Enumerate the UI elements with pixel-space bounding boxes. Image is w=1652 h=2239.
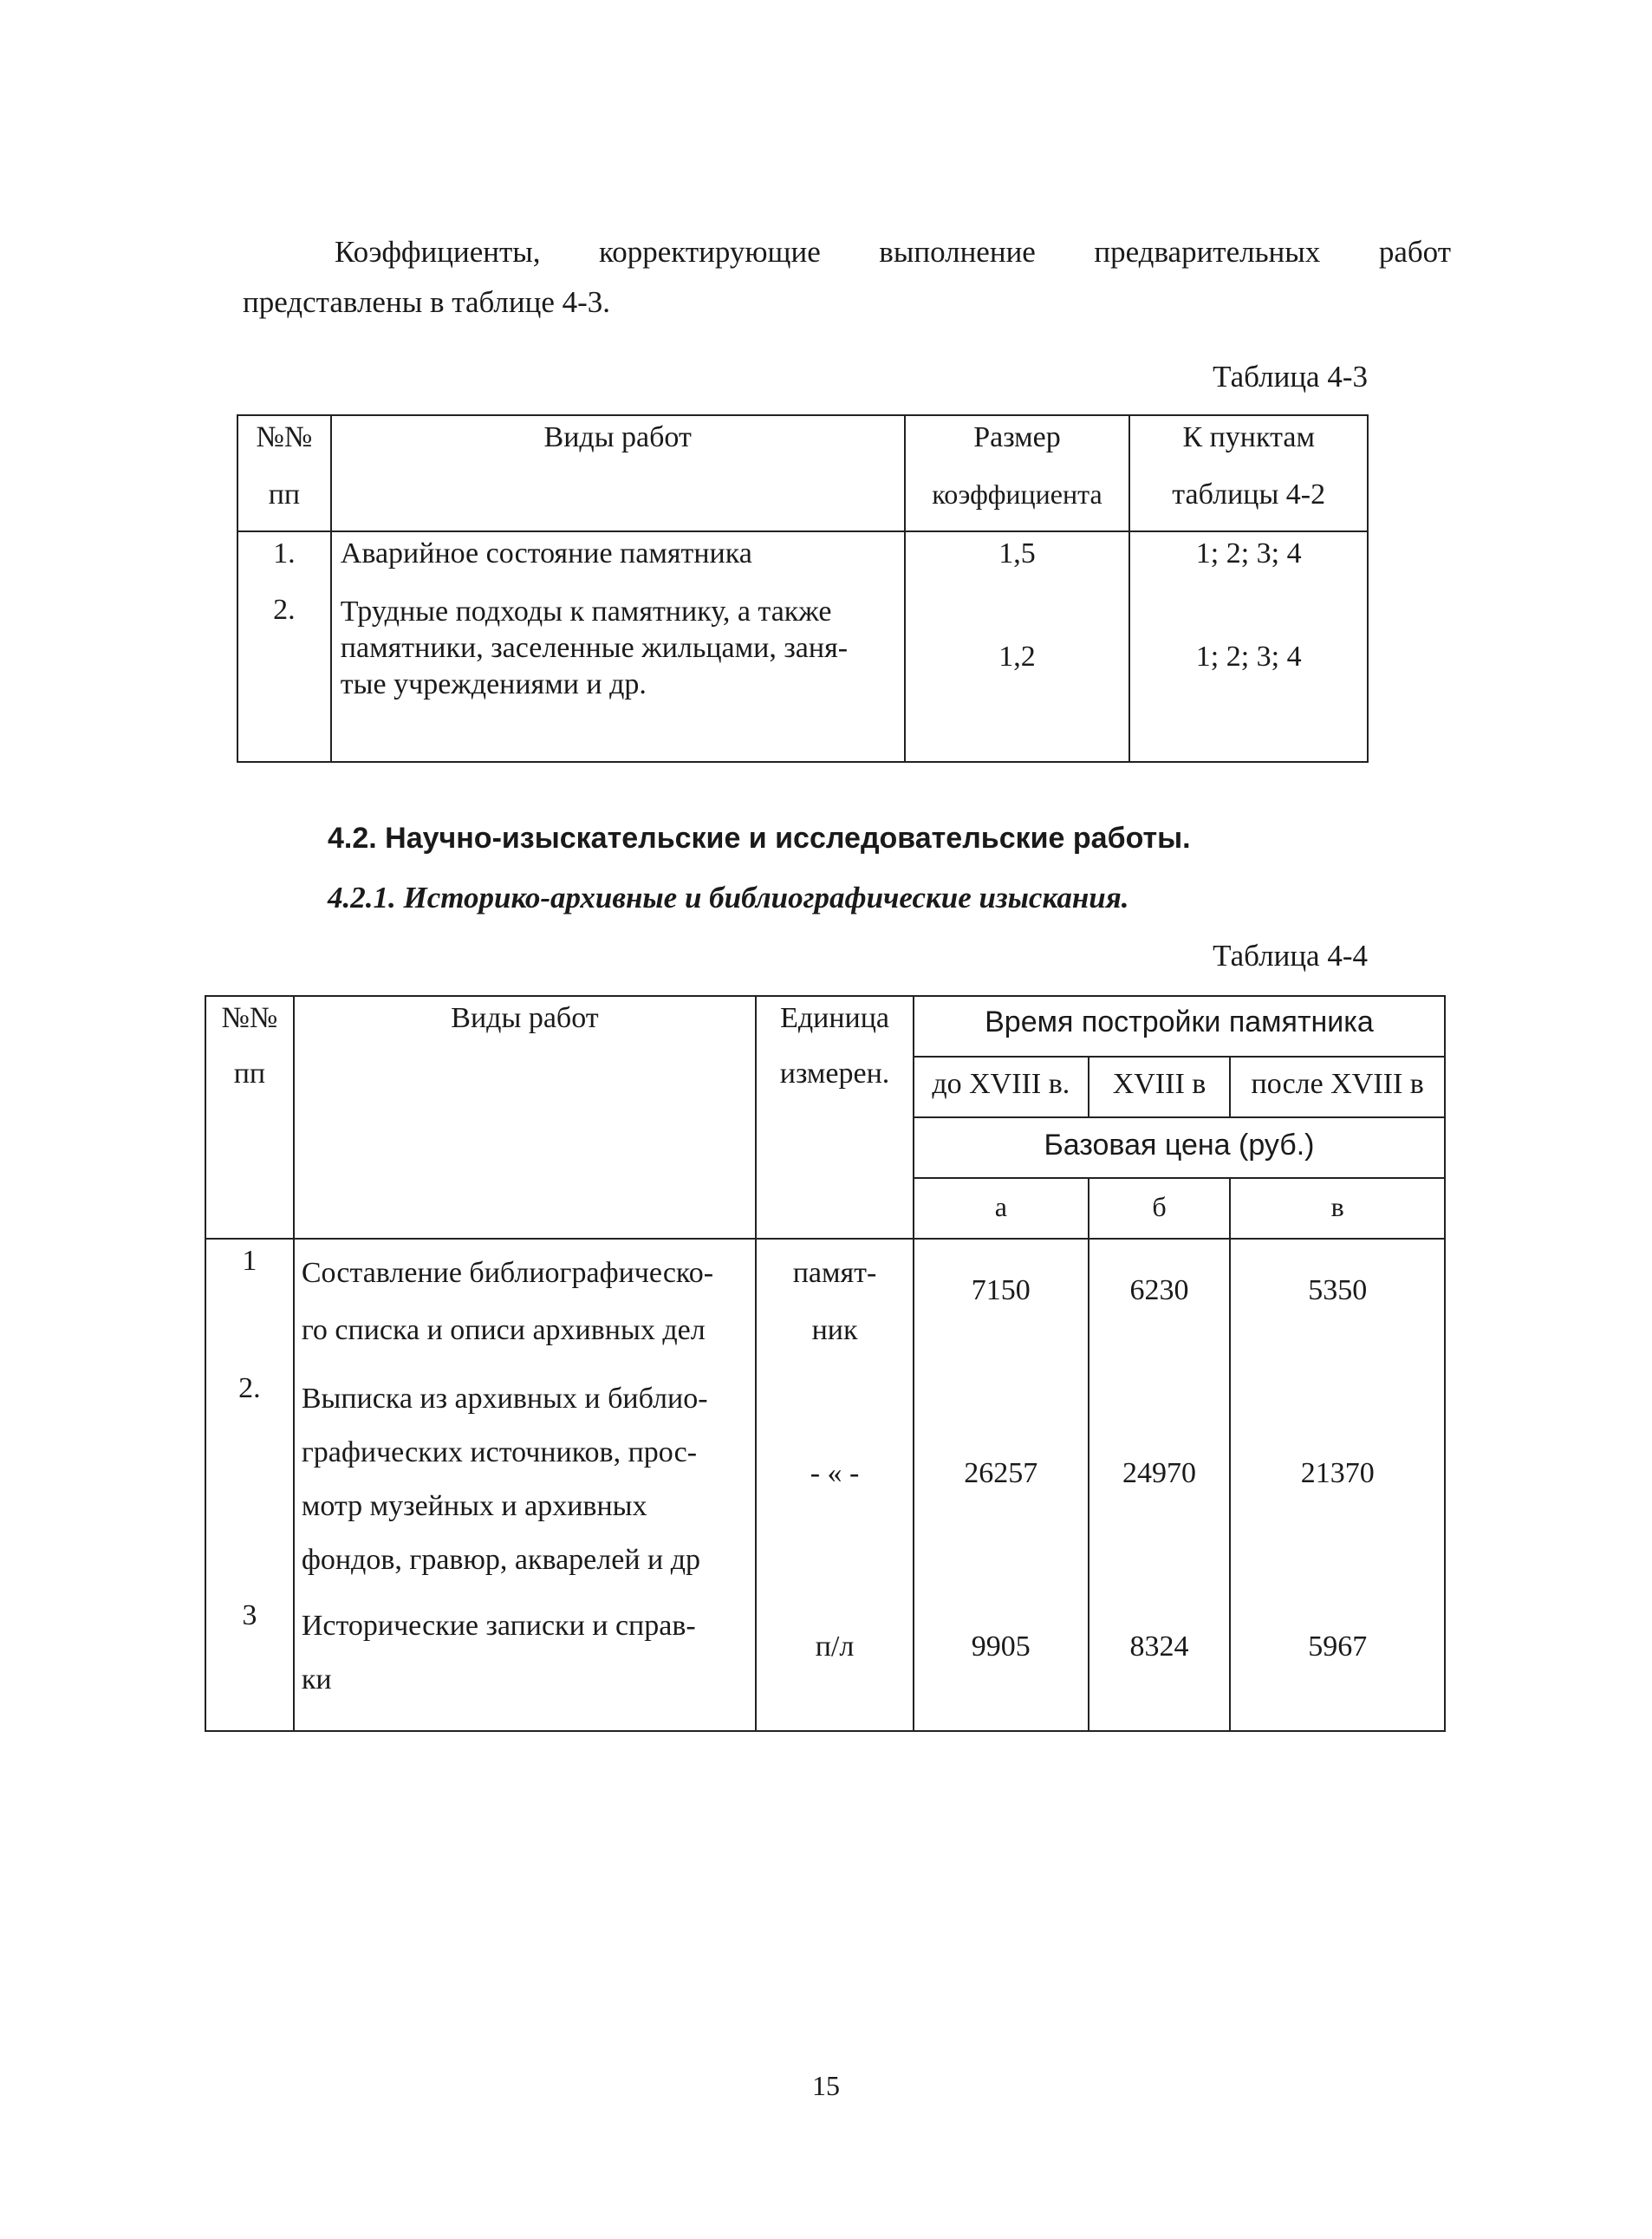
unit-header: Единица [780,1002,890,1034]
row-work-line: графических источников, прос- [301,1436,698,1468]
row-unit: п/л [815,1630,855,1663]
table-4-4-caption: Таблица 4-4 [1213,939,1368,973]
period-2: XVIII в [1112,1068,1206,1100]
row-work-line: тые учреждениями и др. [340,668,647,700]
row-points: 1; 2; 3; 4 [1195,641,1302,673]
table-4-4 [205,995,1446,1732]
row-num: 1. [273,537,296,570]
row-value-a: 7150 [971,1274,1031,1306]
row-value-a: 9905 [971,1630,1031,1663]
work-header: Виды работ [543,421,692,453]
coef-header-sub: коэффициента [932,478,1102,510]
table-row [205,996,1445,1057]
row-work: Аварийное состояние памятника [340,537,752,570]
row-coef: 1,2 [998,641,1036,673]
subsection-heading: 4.2.1. Историко-архивные и библиографические изыскания. [328,881,1129,914]
row-coef: 1,5 [998,537,1036,570]
work-header: Виды работ [451,1002,599,1034]
table-row [205,1239,1445,1360]
row-work-line: Выписка из архивных и библио- [301,1383,708,1415]
row-unit-line: памят- [792,1257,877,1289]
row-value-a: 26257 [964,1457,1038,1489]
row-points: 1; 2; 3; 4 [1195,537,1302,570]
row-value-c: 5967 [1308,1630,1368,1663]
table-row [237,589,1368,762]
intro-paragraph [243,227,1451,328]
table-row [205,1360,1445,1587]
period-header: Время постройки памятника [985,1006,1374,1038]
col-a-header: а [994,1191,1007,1222]
table-row [237,415,1368,531]
row-work-line: мотр музейных и архивных [301,1490,647,1522]
row-value-c: 5350 [1308,1274,1368,1306]
row-value-c: 21370 [1300,1457,1375,1489]
row-work-line: Составление библиографическо- [301,1257,714,1289]
num-header: №№ [221,1002,278,1034]
period-1: до XVIII в. [932,1068,1070,1100]
row-num: 3 [242,1599,257,1631]
row-work-line: Исторические записки и справ- [301,1610,696,1642]
table-4-3 [237,414,1369,763]
row-num: 2. [273,594,296,626]
row-work-line: фондов, гравюр, акварелей и др [301,1544,701,1576]
row-unit-line: ник [811,1314,858,1346]
points-header: К пунктам [1182,421,1315,453]
row-work-line: го списка и описи архивных дел [301,1314,706,1346]
num-header: №№ [256,421,313,453]
row-value-b: 24970 [1122,1457,1197,1489]
num-header-sub: пп [268,478,301,511]
row-num: 2. [238,1372,261,1404]
period-3: после XVIII в [1251,1068,1424,1100]
base-price-header: Базовая цена (руб.) [1044,1129,1315,1162]
intro-line-1: Коэффициенты, корректирующие выполнение предварительных работ [335,235,1451,269]
coef-header: Размер [973,421,1061,453]
unit-header-sub: измерен. [779,1058,890,1090]
col-b-header: б [1152,1191,1167,1222]
table-row [237,531,1368,589]
col-c-header: в [1330,1191,1344,1222]
points-header-sub: таблицы 4-2 [1172,478,1326,511]
row-work-line: ки [301,1663,332,1696]
intro-line-2: представлены в таблице 4-3. [243,285,611,319]
row-value-b: 6230 [1129,1274,1189,1306]
row-work-line: памятники, заселенные жильцами, заня- [340,632,849,664]
table-row [205,1587,1445,1731]
section-heading: 4.2. Научно-изыскательские и исследовательские работы. [328,822,1191,855]
row-work-line: Трудные подходы к памятнику, а также [340,596,832,628]
table-4-3-caption: Таблица 4-3 [1213,360,1368,394]
page-number: 15 [812,2070,840,2101]
row-value-b: 8324 [1129,1630,1189,1663]
num-header-sub: пп [233,1058,266,1090]
row-num: 1 [242,1245,257,1277]
row-unit: - « - [810,1457,860,1489]
